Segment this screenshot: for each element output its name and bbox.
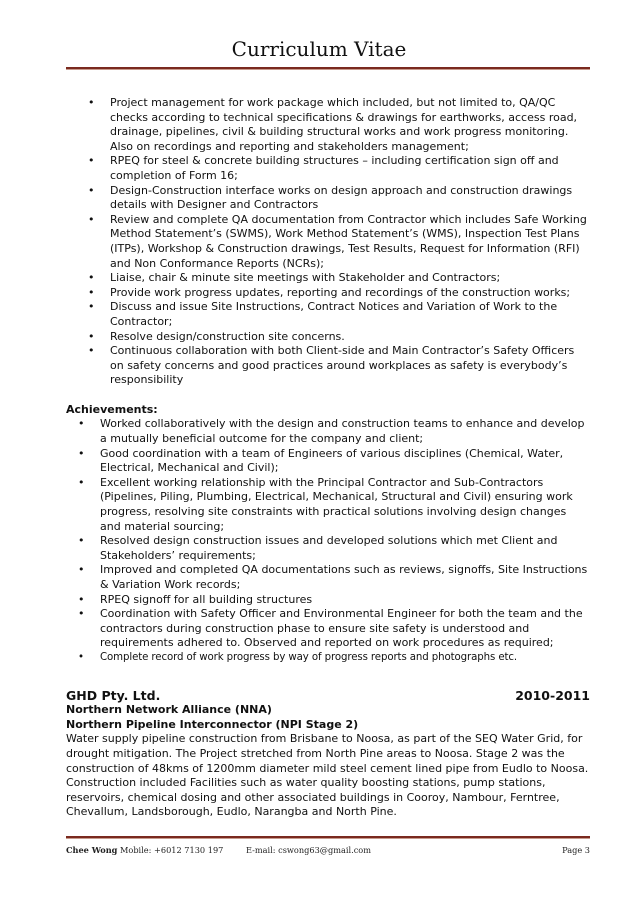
page-title: Curriculum Vitae [231,37,407,61]
list-item: • Complete record of work progress by way of progress reports and photographs etc. [66,651,590,666]
list-item: • Liaise, chair & minute site meetings with Stakeholder and Contractors; [66,271,590,286]
list-item: • Resolved design construction issues and developed solutions which met Client and Stakeholders’ requirements; [66,534,590,563]
list-item: • Discuss and issue Site Instructions, Contract Notices and Variation of Work to the Contractor; [66,300,590,329]
list-item: • Design-Construction interface works on design approach and construction drawings details with Designer and Contractors [66,184,590,213]
list-item: • Excellent working relationship with the Principal Contractor and Sub-Contractors (Pipelines, Piling, Plumbing, Electrical, Mechanical, Structural and Civil) ensuring work progress, resolving site constraints with practical solutions involving design changes and material sourcing; [66,476,590,534]
achievements-list [66,417,590,665]
responsibilities-list [66,96,590,388]
job-header [66,689,590,704]
list-item: • Coordination with Safety Officer and Environmental Engineer for both the team and the contractors during construction phase to ensure site safety is understood and requirements adhered to. Observed and reported on work procedures as required; [66,607,590,651]
company-name: GHD Pty. Ltd. [66,687,161,703]
job-period: 2010-2011 [515,687,590,703]
project-name: Northern Pipeline Interconnector (NPI Stage 2) [66,717,359,731]
list-item: • Worked collaboratively with the design and construction teams to enhance and develop a mutually beneficial outcome for the company and client; [66,417,590,446]
page-content [66,96,590,820]
project-description: Water supply pipeline construction from Brisbane to Noosa, as part of the SEQ Water Grid, for drought mitigation. The Project stretched from North Pine areas to Noosa. Stage 2 was the construction of 48kms of 1200mm diameter mild steel cement lined pipe from Eudlo to Noosa. Construction included Facilities such as water quality boosting stations, pump stations, reservoirs, chemical dosing and other associated buildings in Cooroy, Nambour, Ferntree, Chevallum, Landsborough, Eudlo, Narangba and North Pine. [66,732,589,819]
header-divider [66,67,590,70]
page-number: Page 3 [562,845,590,855]
client-name: Northern Network Alliance (NNA) [66,703,272,717]
list-item: • RPEQ signoff for all building structures [66,593,590,608]
list-item: • Good coordination with a team of Engineers of various disciplines (Chemical, Water, Electrical, Mechanical and Civil); [66,447,590,476]
list-item: • Review and complete QA documentation from Contractor which includes Safe Working Method Statement’s (SWMS), Work Method Statement’s (WMS), Inspection Test Plans (ITPs), Workshop & Construction drawings, Test Results, Request for Information (RFI) and Non Conformance Reports (NCRs); [66,213,590,271]
footer-mobile: Mobile: +6012 7130 197 [120,845,224,855]
list-item: • Resolve design/construction site concerns. [66,330,590,345]
footer-divider [66,836,590,839]
list-item: • Project management for work package which included, but not limited to, QA/QC checks according to technical specifications & drawings for earthworks, access road, drainage, pipelines, civil & building structural works and work progress monitoring. Also on recordings and reporting and stakeholders management; [66,96,590,154]
achievements-heading: Achievements: [66,402,158,416]
footer-email: E-mail: cswong63@gmail.com [246,845,371,855]
list-item: • RPEQ for steel & concrete building structures – including certification sign off and completion of Form 16; [66,154,590,183]
list-item: • Provide work progress updates, reporting and recordings of the construction works; [66,286,590,301]
footer-name: Chee Wong [66,845,118,855]
list-item: • Continuous collaboration with both Client-side and Main Contractor’s Safety Officers on safety concerns and good practices around workplaces as safety is everybody’s responsibility [66,344,590,388]
list-item: • Improved and completed QA documentations such as reviews, signoffs, Site Instructions & Variation Work records; [66,563,590,592]
